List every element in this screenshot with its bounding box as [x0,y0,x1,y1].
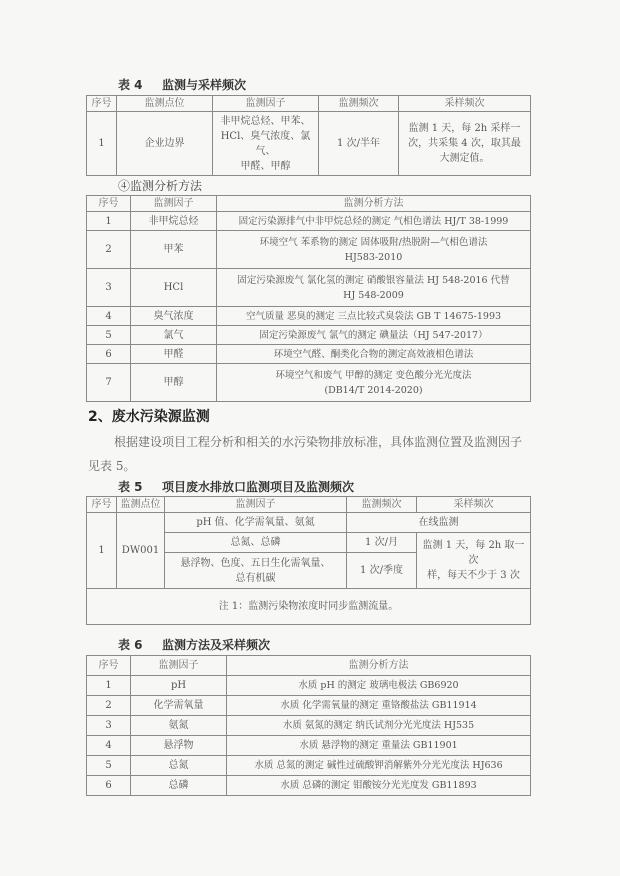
table6-cell-no: 2 [87,696,131,716]
analysis-cell-method: 固定污染源排气中非甲烷总烃的测定 气相色谱法 HJ/T 38-1999 [217,212,531,231]
table6-cell-factor: 总氮 [131,756,227,776]
table6 [86,655,531,796]
table5-header-factor: 监测因子 [165,497,347,513]
table5-cell-factors: 总氮、总磷 [165,533,347,553]
table5-note-row [87,589,531,625]
table-row [87,513,531,533]
analysis-cell-factor: 甲醛 [131,345,217,364]
table6-cell-factor: 总磷 [131,776,227,796]
table6-header-no: 序号 [87,656,131,676]
analysis-header-row [87,196,531,212]
table-row [87,364,531,402]
table-row [87,696,531,716]
table4 [86,95,531,176]
table6-cell-factor: pH [131,676,227,696]
table5-cell-factors: pH 值、化学需氧量、氨氮 [165,513,347,533]
table6-cell-method: 水质 pH 的测定 玻璃电极法 GB6920 [227,676,531,696]
analysis-cell-factor: 氯气 [131,326,217,345]
table6-caption [118,636,270,653]
table5-cell-no: 1 [87,513,117,589]
analysis-cell-factor: 非甲烷总烃 [131,212,217,231]
table6-caption-title: 监测方法及采样频次 [162,638,271,652]
table6-cell-method: 水质 氨氮的测定 纳氏试剂分光光度法 HJ535 [227,716,531,736]
table-row [87,326,531,345]
table4-cell-no: 1 [87,112,117,176]
analysis-method-line2: HJ583-2010 [344,251,403,263]
analysis-cell-factor: 甲醇 [131,364,217,402]
table6-cell-no: 1 [87,676,131,696]
table5 [86,496,531,625]
table6-header-row [87,656,531,676]
table4-sampling-line1: 监测 1 天，每 2h 采样一 [408,123,521,134]
analysis-cell-no: 7 [87,364,131,402]
table4-cell-factors [213,112,319,176]
table6-cell-factor: 化学需氧量 [131,696,227,716]
analysis-cell-no: 6 [87,345,131,364]
analysis-header-method: 监测分析方法 [217,196,531,212]
analysis-cell-method: 固定污染源废气 氯气的测定 碘量法（HJ 547-2017） [217,326,531,345]
table5-cell-point: DW001 [117,513,165,589]
table4-factors-line2: HCl、臭气浓度、氯气、 [220,130,311,157]
section-heading: 2、废水污染源监测 [88,409,210,425]
table4-cell-sampling [399,112,531,176]
table6-cell-method: 水质 化学需氧量的测定 重铬酸盐法 GB11914 [227,696,531,716]
table5-caption [118,478,354,495]
table5-factors-line2: 总有机碳 [235,572,276,584]
table4-caption-title: 监测与采样频次 [162,78,247,92]
table6-cell-no: 6 [87,776,131,796]
analysis-cell-factor: 甲苯 [131,231,217,269]
analysis-header-no: 序号 [87,196,131,212]
table5-header-point: 监测点位 [117,497,165,513]
table5-header-frequency: 监测频次 [347,497,417,513]
analysis-cell-method: 环境空气醛、酮类化合物的测定高效液相色谱法 [217,345,531,364]
table-row [87,307,531,326]
table5-caption-label: 表 5 [118,480,143,494]
table4-factors-line1: 非甲烷总烃、甲苯、 [220,115,311,127]
analysis-cell-method [217,269,531,307]
analysis-cell-no: 4 [87,307,131,326]
table5-header-row [87,497,531,513]
table6-cell-no: 3 [87,716,131,736]
table4-cell-point: 企业边界 [117,112,213,176]
table-row [87,345,531,364]
table6-header-method: 监测分析方法 [227,656,531,676]
table-row [87,112,531,176]
table5-factors-line1: 悬浮物、色度、五日生化需氧量、 [180,557,331,569]
analysis-cell-no: 5 [87,326,131,345]
table4-cell-frequency: 1 次/半年 [319,112,399,176]
table4-header-row [87,96,531,112]
table6-cell-method: 水质 悬浮物的测定 重量法 GB11901 [227,736,531,756]
analysis-cell-method: 空气质量 恶臭的测定 三点比较式臭袋法 GB T 14675-1993 [217,307,531,326]
table4-caption-label: 表 4 [118,78,143,92]
analysis-cell-method [217,364,531,402]
table-row [87,716,531,736]
table4-header-sampling: 采样频次 [399,96,531,112]
table5-cell-sampling [417,533,531,589]
analysis-header-factor: 监测因子 [131,196,217,212]
table4-sampling-line2: 次，共采集 4 次，取其最 [408,138,521,149]
analysis-subheading: ④监测分析方法 [118,179,203,193]
analysis-method-line2: HJ 548-2009 [343,289,404,301]
analysis-method-line2: (DB14/T 2014-2020) [324,384,423,396]
table4-header-factor: 监测因子 [213,96,319,112]
table5-header-no: 序号 [87,497,117,513]
table6-header-factor: 监测因子 [131,656,227,676]
analysis-cell-factor: 臭气浓度 [131,307,217,326]
table-row [87,231,531,269]
table5-cell-frequency: 1 次/季度 [347,553,417,589]
table4-caption [118,76,246,93]
table4-header-point: 监测点位 [117,96,213,112]
table5-note: 注 1：监测污染物浓度时同步监测流量。 [87,589,531,625]
analysis-cell-no: 2 [87,231,131,269]
table4-header-frequency: 监测频次 [319,96,399,112]
table-row [87,736,531,756]
table6-cell-factor: 氨氮 [131,716,227,736]
analysis-table [86,195,531,402]
table6-cell-no: 4 [87,736,131,756]
section-paragraph: 根据建设项目工程分析和相关的水污染物排放标准，具体监测位置及监测因子见表 5。 [88,435,523,473]
table5-sampling-line2: 样，每天不少于 3 次 [427,570,520,581]
table6-cell-no: 5 [87,756,131,776]
table5-header-sampling: 采样频次 [417,497,531,513]
table4-header-no: 序号 [87,96,117,112]
table6-cell-factor: 悬浮物 [131,736,227,756]
table5-sampling-line1: 监测 1 天，每 2h 取一次 [422,540,525,566]
analysis-method-line1: 环境空气 苯系物的测定 固体吸附/热脱附—气相色谱法 [259,236,488,248]
table-row [87,756,531,776]
table4-factors-line3: 甲醛、甲醇 [240,160,291,172]
analysis-cell-method [217,231,531,269]
table6-cell-method: 水质 总氮的测定 碱性过硫酸钾消解紫外分光光度法 HJ636 [227,756,531,776]
analysis-method-line1: 环境空气和废气 甲醇的测定 变色酸分光光度法 [275,369,472,381]
analysis-cell-no: 3 [87,269,131,307]
table5-cell-online: 在线监测 [347,513,531,533]
analysis-cell-no: 1 [87,212,131,231]
table4-sampling-line3: 大测定值。 [439,153,490,164]
table-row [87,269,531,307]
table6-caption-label: 表 6 [118,638,143,652]
table5-caption-title: 项目废水排放口监测项目及监测频次 [162,480,355,494]
table-row [87,212,531,231]
table5-cell-factors [165,553,347,589]
table-row [87,776,531,796]
table-row [87,676,531,696]
table6-cell-method: 水质 总磷的测定 钼酸铵分光光度发 GB11893 [227,776,531,796]
analysis-cell-factor: HCl [131,269,217,307]
analysis-method-line1: 固定污染源废气 氯化氢的测定 硝酸银容量法 HJ 548-2016 代替 [237,274,510,286]
table5-cell-frequency: 1 次/月 [347,533,417,553]
